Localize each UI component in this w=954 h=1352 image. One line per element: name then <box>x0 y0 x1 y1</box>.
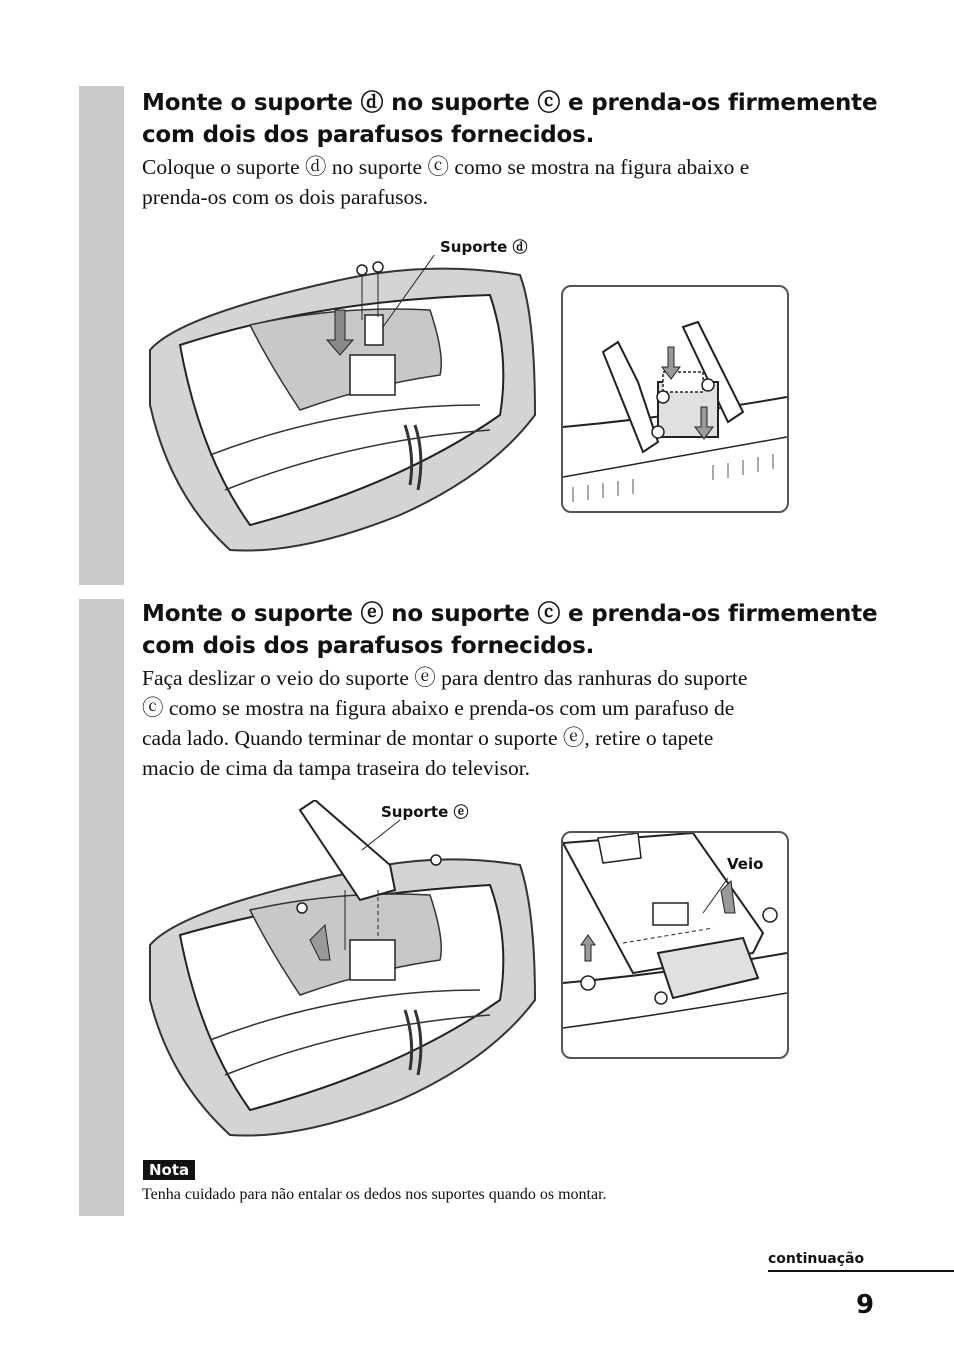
callout-veio: Veio <box>727 855 764 873</box>
step-1-marker-bar <box>79 86 124 585</box>
note-label: Nota <box>143 1160 195 1180</box>
detail-inset-bracket-e <box>561 831 789 1059</box>
callout-suporte-e: Suporte ⓔ <box>381 803 469 821</box>
step-2-instructions-line-4: macio de cima da tampa traseira do televisor. <box>142 756 531 780</box>
detail-illustration-bracket-d <box>563 287 787 511</box>
step-1-instructions-line-1: Coloque o suporte ⓓ no suporte ⓒ como se mostra na figura abaixo e <box>142 155 750 179</box>
step-2-heading-line-2: com dois dos parafusos fornecidos. <box>142 633 595 659</box>
page-number: 9 <box>856 1290 875 1320</box>
figure-tv-with-bracket-d <box>140 255 540 555</box>
step-2-instructions <box>142 663 872 783</box>
step-2-marker-bar <box>79 599 124 1216</box>
step-1-heading-line-2: com dois dos parafusos fornecidos. <box>142 122 595 148</box>
step-1-heading-line-1: Monte o suporte ⓓ no suporte ⓒ e prenda-os firmemente <box>142 90 878 116</box>
detail-inset-bracket-d <box>561 285 789 513</box>
callout-suporte-d: Suporte ⓓ <box>440 238 528 256</box>
step-2-instructions-line-1: Faça deslizar o veio do suporte ⓔ para dentro das ranhuras do suporte <box>142 666 748 690</box>
figure-tv-with-bracket-e <box>140 800 540 1140</box>
step-1-instructions-line-2: prenda-os com os dois parafusos. <box>142 185 429 209</box>
step-2-heading-line-1: Monte o suporte ⓔ no suporte ⓒ e prenda-os firmemente <box>142 601 878 627</box>
note-text: Tenha cuidado para não entalar os dedos nos suportes quando os montar. <box>142 1186 607 1203</box>
step-1-instructions <box>142 152 872 212</box>
continuation-label: continuação <box>768 1251 954 1272</box>
step-2-instructions-line-3: cada lado. Quando terminar de montar o suporte ⓔ, retire o tapete <box>142 726 714 750</box>
step-2-instructions-line-2: ⓒ como se mostra na figura abaixo e prenda-os com um parafuso de <box>142 696 735 720</box>
step-1-heading <box>142 87 902 151</box>
step-2-heading <box>142 598 902 662</box>
